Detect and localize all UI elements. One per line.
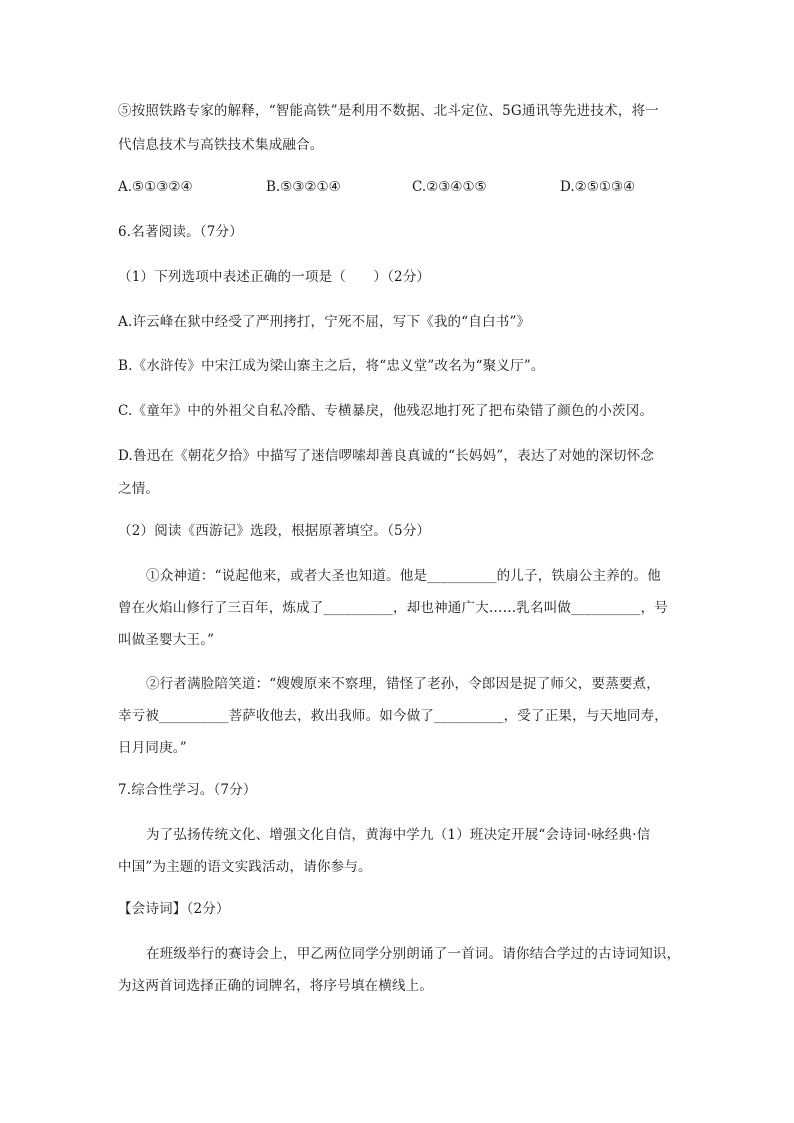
text-line: 在班级举行的赛诗会上，甲乙两位同学分别朗诵了一首词。请你结合学过的古诗词知识，	[146, 946, 681, 962]
text-line: B.《水浒传》中宋江成为梁山寨主之后，将“忠义堂”改名为“聚义厅”。	[118, 358, 545, 374]
question-heading: 6.名著阅读。（7分）	[118, 224, 243, 240]
text-line: 为了弘扬传统文化、增强文化自信，黄海中学九（1）班决定开展“会诗词·咏经典·信	[146, 827, 651, 843]
text-line: C.《童年》中的外祖父自私冷酷、专横暴戾，他残忍地打死了把布染错了颜色的小茨冈。	[118, 403, 654, 419]
text-line: （1）下列选项中表述正确的一项是（ ）（2分）	[118, 269, 431, 285]
choice-option-a: A.⑤①③②④	[118, 179, 193, 195]
text-line: （2）阅读《西游记》选段，根据原著填空。（5分）	[118, 523, 431, 539]
text-line: A.许云峰在狱中经受了严刑拷打，宁死不屈，写下《我的“自白书”》	[118, 314, 531, 330]
choice-option-d: D.②⑤①③④	[560, 179, 636, 195]
text-line: 曾在火焰山修行了三百年，炼成了__________，却也神通广大……乳名叫做__________，号	[118, 600, 668, 616]
section-heading: 【会诗词】（2分）	[118, 901, 230, 917]
text-line: ②行者满脸陪笑道：“嫂嫂原来不察理，错怪了老孙，令郎因是捉了师父，要蒸要煮，	[146, 676, 661, 692]
text-line: 之情。	[118, 481, 160, 497]
text-line: 幸亏被__________菩萨收他去，救出我师。如今做了__________，受了正果，与天地同寿，	[118, 708, 668, 724]
text-line: 叫做圣婴大王。”	[118, 632, 215, 648]
text-line: 日月同庚。”	[118, 740, 187, 756]
choice-option-b: B.⑤③②①④	[266, 179, 341, 195]
text-line: 代信息技术与高铁技术集成融合。	[118, 137, 324, 153]
text-line: ①众神道：“说起他来，或者大圣也知道。他是__________的儿子，铁扇公主养的。他	[146, 568, 662, 584]
text-line: 为这两首词选择正确的词牌名，将序号填在横线上。	[118, 978, 434, 994]
question-heading: 7.综合性学习。（7分）	[118, 782, 257, 798]
text-line: 中国”为主题的语文实践活动，请你参与。	[118, 859, 372, 875]
choice-option-c: C.②③④①⑤	[412, 179, 487, 195]
text-line: D.鲁迅在《朝花夕拾》中描写了迷信啰嗦却善良真诚的“长妈妈”，表达了对她的深切怀念	[118, 448, 655, 464]
text-line: ⑤按照铁路专家的解释，“智能高铁”是利用不数据、北斗定位、5G通讯等先进技术，将一	[118, 103, 659, 119]
